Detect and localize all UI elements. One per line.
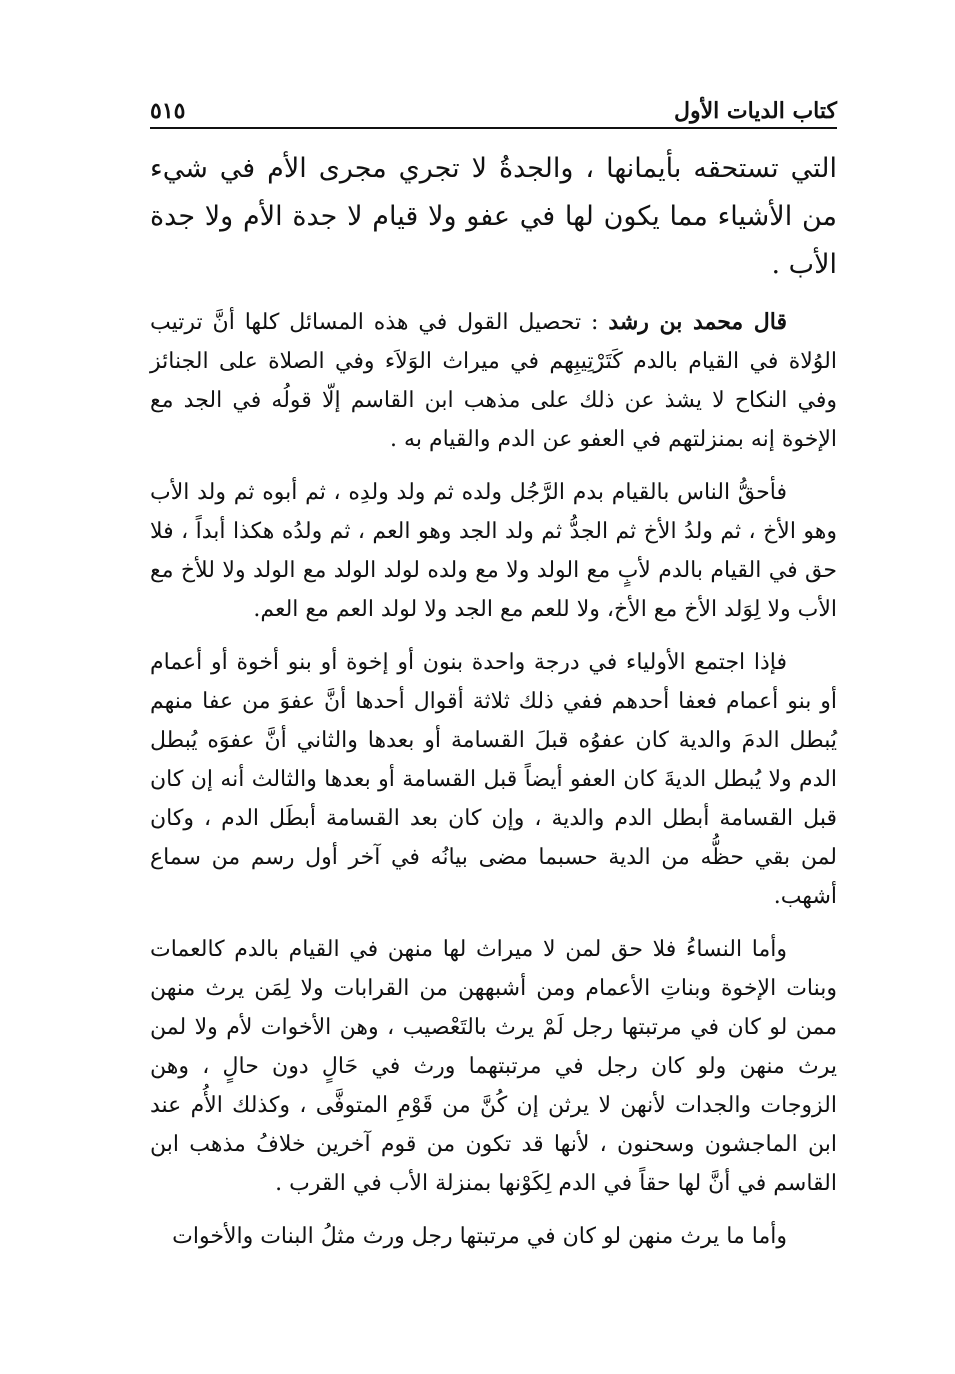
paragraph-1 <box>150 145 837 289</box>
paragraph-2 <box>150 303 837 459</box>
speaker-name: قال محمد بن رشد <box>608 309 787 335</box>
paragraph-text: وأما ما يرث منهن لو كان في مرتبتها رجل ورث مثلُ البنات والأخوات <box>172 1224 787 1249</box>
page-number: ٥١٥ <box>150 98 186 124</box>
paragraph-5 <box>150 930 837 1203</box>
paragraph-text: فإذا اجتمع الأولياء في درجة واحدة بنون أو إخوة أو بنو أخوة أو أعمام أو بنو أعمام فعفا أحدهم ففي ذلك ثلاثة أقوال أحدها أنَّ عفوَ من عفا منهم يُبطل الدمَ والدية كان عفوُه قبلَ القسامة أو بعدها والثاني أنَّ عفوَه يُبطل الدم ولا يُبطل الديةَ كان العفو أيضاً قبل القسامة أو بعدها والثالث أنه إن كان قبل القسامة أبطل الدم والدية ، وإن كان بعد القسامة أبطَل الدم ، وكان لمن بقي حظُّه من الدية حسبما مضى بيانُه في آخر أول رسم من سماع أشهب. <box>150 650 837 909</box>
page-header <box>150 84 837 124</box>
paragraph-6 <box>150 1217 837 1256</box>
paragraph-text: التي تستحقه بأيمانها ، والجدةُ لا تجري مجرى الأم في شيء من الأشياء مما يكون لها في عفو ولا قيام لا جدة الأم ولا جدة الأب . <box>150 153 837 280</box>
paragraph-text: : تحصيل القول في هذه المسائل كلها أنَّ ترتيب الوُلاة في القيام بالدم كَتَرْتِيبِهم في ميراث الوَلاَء وفي الصلاة على الجنائز وفي النكاح لا يشذ عن ذلك على مذهب ابن القاسم إلّا قولُه في الجد مع الإخوة إنه بمنزلتهم في العفو عن الدم والقيام به . <box>150 310 837 452</box>
page-body <box>150 145 837 1256</box>
header-divider <box>150 127 837 129</box>
running-title: كتاب الديات الأول <box>673 98 837 124</box>
paragraph-4 <box>150 643 837 916</box>
paragraph-text: وأما النساءُ فلا حق لمن لا ميراث لها منهن في القيام بالدم كالعمات وبنات الإخوة وبناتِ الأعمام ومن أشبههن من القرابات ولا لِمَن يرث منهن ممن لو كان في مرتبتها رجل لَمْ يرث بالتَعْصيب ، وهن الأخوات لأم ولا لمن يرث منهن ولو كان رجل في مرتبتهما ورث في حَالٍ دون حالٍ ، وهن الزوجات والجدات لأنهن لا يرثن إن كُنَّ من قَوْمِ المتوفَّى ، وكذلك الأُم عند ابن الماجشون وسحنون ، لأنها قد تكون من قوم آخرين خلافُ مذهب ابن القاسم في أنَّ لها حقاً في الدم لِكَوْنها بمنزلة الأب في القرب . <box>150 937 837 1196</box>
paragraph-text: فأحقُّ الناس بالقيام بدم الرَّجُل ولده ثم ولد ولدِه ، ثم أبوه ثم ولد الأب وهو الأخ ، ثم ولدُ الأخ ثم الجدُّ ثم ولد الجد وهو العم ، ثم ولدُه هكذا أبداً ، فلا حق في القيام بالدم لأبٍ مع الولد ولا مع ولده لولد الولد مع الولد ولا للأخ مع الأب ولا لِوَلد الأخ مع الأخ، ولا للعم مع الجد ولا لولد العم مع العم. <box>150 480 837 622</box>
paragraph-3 <box>150 473 837 629</box>
